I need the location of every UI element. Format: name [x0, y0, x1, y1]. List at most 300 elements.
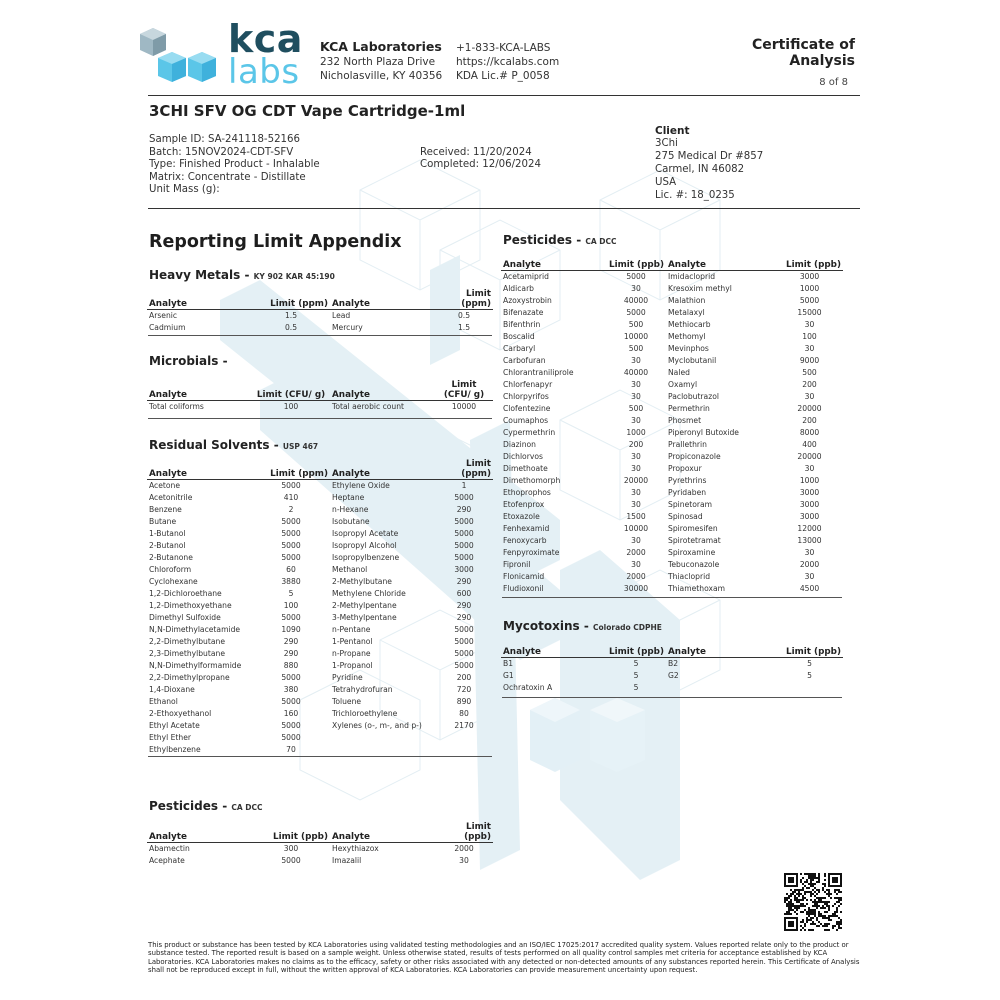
- heavy-metals-header-row: [147, 289, 493, 310]
- table-row: [501, 583, 843, 595]
- analyte-cell: Chlorantraniliprole: [503, 368, 574, 377]
- analyte-cell: 1,2-Dimethoxyethane: [149, 601, 232, 610]
- limit-cell: 5000: [626, 272, 646, 281]
- analyte-cell: Fenoxycarb: [503, 536, 547, 545]
- analyte-cell: Flonicamid: [503, 572, 545, 581]
- kca-cubes-logo-icon: [138, 26, 218, 90]
- table-row: [147, 504, 493, 516]
- analyte-cell: n-Propane: [332, 649, 371, 658]
- table-row: [147, 480, 493, 493]
- analyte-cell: 1-Butanol: [149, 529, 186, 538]
- mycotoxins-header-row: [501, 642, 843, 658]
- analyte-cell: Spirotetramat: [668, 536, 721, 545]
- limit-cell: 200: [456, 673, 472, 682]
- qr-code-icon[interactable]: [784, 873, 842, 931]
- limit-cell: 500: [628, 320, 644, 329]
- analyte-cell: Ethoprophos: [503, 488, 551, 497]
- analyte-cell: Carbaryl: [503, 344, 536, 353]
- residual-solvents-title: [149, 438, 318, 452]
- limit-cell: 500: [802, 368, 817, 377]
- table-row: [147, 322, 493, 334]
- analyte-cell: Dimethyl Sulfoxide: [149, 613, 221, 622]
- limit-cell: 5000: [281, 673, 301, 682]
- analyte-cell: Thiacloprid: [668, 572, 711, 581]
- received-date: Received: 11/20/2024: [420, 146, 532, 158]
- logo-text-top: kca: [228, 17, 303, 61]
- analyte-cell: Lead: [332, 311, 351, 320]
- limit-cell: 160: [283, 709, 299, 718]
- limit-cell: 30: [631, 380, 641, 389]
- limit-cell: 30: [631, 284, 641, 293]
- col-header: Limit (ppm): [435, 289, 493, 310]
- analyte-cell: Paclobutrazol: [668, 392, 719, 401]
- table-row: [501, 415, 843, 427]
- table-end-rule: [148, 335, 492, 336]
- col-header: Analyte: [330, 376, 435, 401]
- lab-address-line1: 232 North Plaza Drive: [320, 56, 436, 68]
- table-row: [501, 487, 843, 499]
- analyte-cell: B2: [668, 659, 679, 668]
- lab-phone: +1-833-KCA-LABS: [456, 42, 551, 54]
- table-row: [147, 843, 493, 856]
- table-row: [501, 283, 843, 295]
- analyte-cell: 2-Methylbutane: [332, 577, 392, 586]
- limit-cell: 500: [628, 404, 644, 413]
- limit-cell: 5: [633, 671, 639, 680]
- appendix-title: Reporting Limit Appendix: [149, 232, 402, 252]
- table-row: [147, 401, 493, 414]
- table-row: [147, 492, 493, 504]
- limit-cell: 300: [283, 844, 299, 853]
- table-row: [501, 319, 843, 331]
- table-row: [147, 564, 493, 576]
- limit-cell: 40000: [623, 368, 649, 377]
- analyte-cell: Dimethomorph: [503, 476, 561, 485]
- table-row: [501, 511, 843, 523]
- table-end-rule: [148, 418, 492, 419]
- limit-cell: 5000: [626, 308, 646, 317]
- table-row: [147, 588, 493, 600]
- table-row: [147, 540, 493, 552]
- analyte-cell: Abamectin: [149, 844, 190, 853]
- heavy-metals-table: [147, 289, 493, 334]
- table-row: [501, 658, 843, 671]
- limit-cell: 30: [631, 464, 641, 473]
- analyte-cell: Mercury: [332, 323, 363, 332]
- pesticides-left-header-row: [147, 822, 493, 843]
- limit-cell: 5000: [454, 529, 474, 538]
- analyte-cell: Propiconazole: [668, 452, 721, 461]
- limit-cell: 5000: [454, 541, 474, 550]
- limit-cell: 30: [804, 392, 815, 401]
- table-row: [501, 535, 843, 547]
- analyte-cell: Pyridine: [332, 673, 363, 682]
- limit-cell: 30: [631, 560, 641, 569]
- mycotoxins-title-text: Mycotoxins -: [503, 619, 589, 633]
- col-header: Analyte: [147, 289, 252, 310]
- lab-address-line2: Nicholasville, KY 40356: [320, 70, 443, 82]
- limit-cell: 880: [283, 661, 299, 670]
- table-row: [147, 552, 493, 564]
- client-license: Lic. #: 18_0235: [655, 190, 735, 201]
- limit-cell: 8000: [799, 428, 820, 437]
- table-row: [501, 670, 843, 682]
- limit-cell: 5000: [281, 481, 301, 490]
- limit-cell: 100: [283, 402, 299, 411]
- limit-cell: 30: [631, 356, 641, 365]
- limit-cell: 0.5: [284, 323, 298, 332]
- limit-cell: 5000: [454, 649, 474, 658]
- table-row: [501, 439, 843, 451]
- analyte-cell: Isopropylbenzene: [332, 553, 400, 562]
- analyte-cell: Myclobutanil: [668, 356, 717, 365]
- limit-cell: 1090: [281, 625, 301, 634]
- microbials-table: [147, 376, 493, 413]
- limit-cell: 100: [283, 601, 299, 610]
- table-row: [501, 403, 843, 415]
- table-end-rule: [148, 756, 492, 757]
- lab-license: KDA Lic.# P_0058: [456, 70, 550, 82]
- limit-cell: 10000: [623, 524, 649, 533]
- limit-cell: 30: [631, 452, 641, 461]
- analyte-cell: Malathion: [668, 296, 706, 305]
- limit-cell: 10000: [623, 332, 649, 341]
- limit-cell: 1000: [626, 428, 646, 437]
- client-name: 3Chi: [655, 138, 678, 149]
- analyte-cell: Fludioxonil: [503, 584, 544, 593]
- analyte-cell: n-Pentane: [332, 625, 371, 634]
- mycotoxins-title: [503, 619, 662, 633]
- analyte-cell: Tetrahydrofuran: [332, 685, 393, 694]
- col-header: Limit (ppb): [252, 822, 330, 843]
- limit-cell: 290: [456, 601, 472, 610]
- limit-cell: 12000: [797, 524, 822, 533]
- heavy-metals-method: KY 902 KAR 45:190: [253, 272, 335, 281]
- analyte-cell: Bifenthrin: [503, 320, 541, 329]
- analyte-cell: Coumaphos: [503, 416, 549, 425]
- analyte-cell: Heptane: [332, 493, 365, 502]
- footer-disclaimer: This product or substance has been tested by KCA Laboratories using validated testing methodologies and an ISO/IEC 17025:2017 accredited quality system. Values reported relate only to the product or substance tested. The reported result is based on a sample weight. Unless otherwise stated, results of tests performed on all quality control samples met criteria for acceptance established by KCA Laboratories. KCA Laboratories makes no claims as to the efficacy, safety or other risks associated with any detected or non-detected amounts of any substances reported herein. This Certificate of Analysis shall not be reproduced except in full, without the written approval of KCA Laboratories. KCA Laboratories can provide measurement uncertainty upon request.: [148, 941, 860, 975]
- analyte-cell: Imidacloprid: [668, 272, 716, 281]
- limit-cell: 3000: [454, 565, 474, 574]
- limit-cell: 500: [628, 344, 644, 353]
- table-row: [501, 559, 843, 571]
- table-row: [501, 463, 843, 475]
- limit-cell: 5000: [454, 493, 474, 502]
- limit-cell: 5: [288, 589, 294, 598]
- analyte-cell: 1-Propanol: [332, 661, 373, 670]
- col-header: Limit (ppb): [776, 255, 843, 271]
- limit-cell: 290: [283, 637, 299, 646]
- analyte-cell: Methomyl: [668, 332, 706, 341]
- limit-cell: 5000: [281, 529, 301, 538]
- client-heading: Client: [655, 125, 690, 137]
- analyte-cell: Hexythiazox: [332, 844, 379, 853]
- pesticides-left-title: [149, 799, 263, 813]
- analyte-cell: Prallethrin: [668, 440, 707, 449]
- mycotoxins-table: [501, 642, 843, 694]
- analyte-cell: 1,4-Dioxane: [149, 685, 195, 694]
- analyte-cell: Thiamethoxam: [668, 584, 726, 593]
- analyte-cell: Chloroform: [149, 565, 192, 574]
- analyte-cell: 2,2-Dimethylpropane: [149, 673, 230, 682]
- table-row: [147, 708, 493, 720]
- table-row: [501, 355, 843, 367]
- col-header: Analyte: [147, 376, 252, 401]
- table-row: [147, 684, 493, 696]
- analyte-cell: B1: [503, 659, 514, 668]
- analyte-cell: Azoxystrobin: [503, 296, 552, 305]
- mycotoxins-method: Colorado CDPHE: [593, 623, 662, 632]
- limit-cell: 600: [456, 589, 472, 598]
- table-row: [147, 310, 493, 323]
- limit-cell: 15000: [797, 308, 822, 317]
- analyte-cell: Cyclohexane: [149, 577, 198, 586]
- analyte-cell: Ethyl Ether: [149, 733, 191, 742]
- limit-cell: 4500: [799, 584, 820, 593]
- analyte-cell: Toluene: [332, 697, 362, 706]
- residual-solvents-header-row: [147, 459, 493, 480]
- limit-cell: 2170: [454, 721, 474, 730]
- limit-cell: 30000: [623, 584, 649, 593]
- table-row: [147, 672, 493, 684]
- analyte-cell: Ethylbenzene: [149, 745, 201, 754]
- table-row: [501, 307, 843, 319]
- limit-cell: 720: [456, 685, 472, 694]
- analyte-cell: Methiocarb: [668, 320, 711, 329]
- client-city: Carmel, IN 46082: [655, 164, 745, 175]
- table-row: [501, 367, 843, 379]
- limit-cell: 5000: [281, 733, 301, 742]
- table-row: [147, 636, 493, 648]
- col-header: Analyte: [330, 459, 435, 480]
- limit-cell: 290: [456, 505, 472, 514]
- analyte-cell: 2-Ethoxyethanol: [149, 709, 212, 718]
- limit-cell: 1000: [799, 476, 820, 485]
- limit-cell: 5000: [281, 697, 301, 706]
- analyte-cell: Benzene: [149, 505, 182, 514]
- analyte-cell: 2,3-Dimethylbutane: [149, 649, 225, 658]
- analyte-cell: Acetone: [149, 481, 181, 490]
- analyte-cell: Fenpyroximate: [503, 548, 560, 557]
- analyte-cell: 3-Methylpentane: [332, 613, 397, 622]
- analyte-cell: [330, 744, 435, 756]
- analyte-cell: Trichloroethylene: [332, 709, 398, 718]
- analyte-cell: Total aerobic count: [332, 402, 405, 411]
- analyte-cell: n-Hexane: [332, 505, 369, 514]
- limit-cell: 3880: [281, 577, 301, 586]
- analyte-cell: Dimethoate: [503, 464, 548, 473]
- analyte-cell: Kresoxim methyl: [668, 284, 732, 293]
- analyte-cell: Ethyl Acetate: [149, 721, 200, 730]
- limit-cell: 2000: [454, 844, 474, 853]
- limit-cell: 20000: [797, 404, 822, 413]
- matrix: Matrix: Concentrate - Distillate: [149, 171, 306, 183]
- analyte-cell: [330, 732, 435, 744]
- limit-cell: 3000: [799, 512, 820, 521]
- limit-cell: 1.5: [457, 323, 471, 332]
- limit-cell: 5000: [281, 517, 301, 526]
- table-row: [501, 331, 843, 343]
- limit-cell: 70: [286, 745, 296, 754]
- residual-solvents-title-text: Residual Solvents -: [149, 438, 279, 452]
- unit-mass: Unit Mass (g):: [149, 184, 220, 196]
- limit-cell: 1.5: [284, 311, 298, 320]
- table-row: [147, 744, 493, 756]
- analyte-cell: Propoxur: [668, 464, 702, 473]
- limit-cell: 10000: [451, 402, 477, 411]
- table-end-rule: [502, 697, 842, 698]
- limit-cell: 200: [802, 380, 817, 389]
- header-divider: [148, 95, 860, 96]
- analyte-cell: G2: [668, 671, 679, 680]
- analyte-cell: Aldicarb: [503, 284, 535, 293]
- limit-cell: 5000: [281, 721, 301, 730]
- analyte-cell: Clofentezine: [503, 404, 551, 413]
- limit-cell: 5000: [454, 625, 474, 634]
- analyte-cell: Diazinon: [503, 440, 536, 449]
- table-row: [147, 624, 493, 636]
- table-row: [501, 451, 843, 463]
- limit-cell: 5000: [454, 661, 474, 670]
- analyte-cell: Imazalil: [332, 856, 362, 865]
- table-row: [147, 600, 493, 612]
- pesticides-left-title-text: Pesticides -: [149, 799, 228, 813]
- analyte-cell: 1,2-Dichloroethane: [149, 589, 222, 598]
- analyte-cell: 2-Butanone: [149, 553, 193, 562]
- limit-cell: 30: [631, 392, 641, 401]
- heavy-metals-title: [149, 268, 335, 282]
- limit-cell: [776, 682, 843, 694]
- limit-cell: 1000: [799, 284, 820, 293]
- analyte-cell: Etoxazole: [503, 512, 540, 521]
- analyte-cell: Ethanol: [149, 697, 178, 706]
- limit-cell: 5000: [454, 553, 474, 562]
- product-divider: [148, 208, 860, 209]
- analyte-cell: Ethylene Oxide: [332, 481, 390, 490]
- lab-website[interactable]: https://kcalabs.com: [456, 56, 560, 68]
- limit-cell: 30: [804, 344, 815, 353]
- document-title: Certificate of Analysis: [751, 37, 855, 69]
- limit-cell: 3000: [799, 500, 820, 509]
- analyte-cell: Isopropyl Alcohol: [332, 541, 397, 550]
- table-end-rule: [502, 597, 842, 598]
- analyte-cell: Etofenprox: [503, 500, 545, 509]
- limit-cell: 5000: [281, 856, 301, 865]
- limit-cell: 1: [461, 481, 467, 490]
- limit-cell: [435, 732, 493, 744]
- analyte-cell: G1: [503, 671, 514, 680]
- residual-solvents-method: USP 467: [282, 442, 319, 451]
- analyte-cell: Phosmet: [668, 416, 702, 425]
- analyte-cell: Oxamyl: [668, 380, 698, 389]
- limit-cell: 2: [288, 505, 294, 514]
- col-header: Limit (ppb): [776, 642, 843, 658]
- analyte-cell: Naled: [668, 368, 690, 377]
- limit-cell: 5000: [281, 541, 301, 550]
- limit-cell: 2000: [799, 560, 820, 569]
- limit-cell: 60: [286, 565, 296, 574]
- analyte-cell: Boscalid: [503, 332, 535, 341]
- col-header: Limit (ppm): [252, 289, 330, 310]
- limit-cell: 380: [283, 685, 299, 694]
- limit-cell: 13000: [797, 536, 822, 545]
- microbials-header-row: [147, 376, 493, 401]
- col-header: Analyte: [147, 459, 252, 480]
- limit-cell: 5000: [454, 637, 474, 646]
- limit-cell: 20000: [797, 452, 822, 461]
- limit-cell: 290: [456, 613, 472, 622]
- limit-cell: 400: [802, 440, 817, 449]
- limit-cell: 5: [633, 659, 639, 668]
- table-row: [147, 696, 493, 708]
- analyte-cell: Isopropyl Acetate: [332, 529, 399, 538]
- analyte-cell: Acetonitrile: [149, 493, 193, 502]
- analyte-cell: Acephate: [149, 856, 185, 865]
- limit-cell: 5: [633, 683, 639, 692]
- limit-cell: 80: [459, 709, 469, 718]
- limit-cell: 30: [631, 416, 641, 425]
- limit-cell: 30: [631, 536, 641, 545]
- limit-cell: 2000: [626, 572, 646, 581]
- limit-cell: 3000: [799, 272, 820, 281]
- analyte-cell: Methylene Chloride: [332, 589, 406, 598]
- limit-cell: 5000: [281, 613, 301, 622]
- analyte-cell: Chlorfenapyr: [503, 380, 553, 389]
- col-header: Analyte: [330, 822, 435, 843]
- table-row: [501, 391, 843, 403]
- col-header: Limit (ppb): [435, 822, 493, 843]
- analyte-cell: Total coliforms: [149, 402, 204, 411]
- logo-text-bottom: labs: [228, 52, 300, 92]
- analyte-cell: Piperonyl Butoxide: [668, 428, 739, 437]
- limit-cell: 290: [456, 577, 472, 586]
- analyte-cell: Cadmium: [149, 323, 186, 332]
- page-number: 8 of 8: [819, 77, 848, 88]
- client-street: 275 Medical Dr #857: [655, 151, 764, 162]
- heavy-metals-title-text: Heavy Metals -: [149, 268, 250, 282]
- col-header: Analyte: [147, 822, 252, 843]
- analyte-cell: Cypermethrin: [503, 428, 556, 437]
- analyte-cell: Fenhexamid: [503, 524, 550, 533]
- analyte-cell: Spiromesifen: [668, 524, 718, 533]
- analyte-cell: Dichlorvos: [503, 452, 543, 461]
- table-row: [501, 571, 843, 583]
- col-header: Limit (CFU/ g): [252, 376, 330, 401]
- pesticides-right-title: [503, 233, 617, 247]
- lab-name: KCA Laboratories: [320, 39, 442, 54]
- limit-cell: 410: [283, 493, 299, 502]
- table-row: [501, 295, 843, 307]
- limit-cell: 5000: [799, 296, 820, 305]
- analyte-cell: Bifenazate: [503, 308, 544, 317]
- analyte-cell: Tebuconazole: [668, 560, 720, 569]
- microbials-title: Microbials -: [149, 354, 228, 368]
- analyte-cell: Chlorpyrifos: [503, 392, 549, 401]
- product-title: 3CHI SFV OG CDT Vape Cartridge-1ml: [149, 102, 466, 120]
- analyte-cell: Mevinphos: [668, 344, 709, 353]
- analyte-cell: [666, 682, 776, 694]
- limit-cell: 30: [804, 320, 815, 329]
- analyte-cell: N,N-Dimethylacetamide: [149, 625, 241, 634]
- analyte-cell: 1-Pentanol: [332, 637, 373, 646]
- limit-cell: 5000: [281, 553, 301, 562]
- limit-cell: 1500: [626, 512, 646, 521]
- table-row: [147, 576, 493, 588]
- analyte-cell: Butane: [149, 517, 177, 526]
- sample-type: Type: Finished Product - Inhalable: [149, 159, 320, 171]
- table-row: [147, 648, 493, 660]
